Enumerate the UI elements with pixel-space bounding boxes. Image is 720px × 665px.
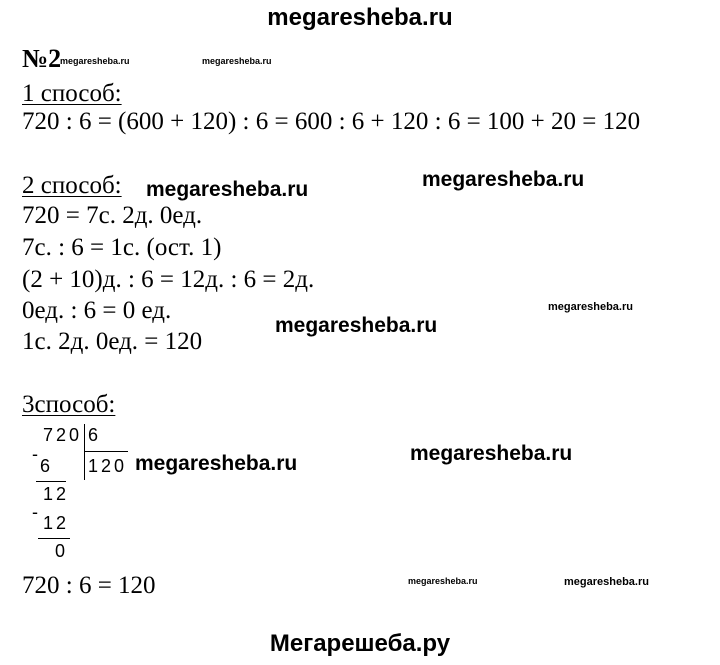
method2-line-2: 7с. : 6 = 1с. (ост. 1) xyxy=(22,234,222,261)
long-division-dividend: 720 xyxy=(43,425,83,445)
method2-title: 2 способ: xyxy=(22,172,122,199)
watermark-large-3: megaresheba.ru xyxy=(275,314,438,337)
watermark-large-4: megaresheba.ru xyxy=(135,452,298,475)
method2-line-3: (2 + 10)д. : 6 = 12д. : 6 = 2д. xyxy=(22,266,315,293)
long-division-remainder-1: 12 xyxy=(43,484,70,504)
method2-line-5: 1с. 2д. 0ед. = 120 xyxy=(22,328,203,355)
long-division-subtract-1: 6 xyxy=(40,456,54,476)
watermark-small-4: megaresheba.ru xyxy=(408,576,478,586)
long-division-line-2 xyxy=(38,538,70,539)
header-watermark: megaresheba.ru xyxy=(267,4,453,31)
watermark-small-1: megaresheba.ru xyxy=(60,56,130,66)
watermark-small-2: megaresheba.ru xyxy=(202,56,272,66)
long-division-final-remainder: 0 xyxy=(55,541,69,561)
problem-number: №2 xyxy=(22,44,62,73)
watermark-large-1: megaresheba.ru xyxy=(146,178,309,201)
method3-title: 3способ: xyxy=(22,391,116,418)
watermark-large-5: megaresheba.ru xyxy=(410,442,573,465)
method1-solution: 720 : 6 = (600 + 120) : 6 = 600 : 6 + 120 : 6 = 100 + 20 = 120 xyxy=(22,108,641,135)
watermark-small-3: megaresheba.ru xyxy=(548,301,633,313)
method2-line-4: 0ед. : 6 = 0 ед. xyxy=(22,297,172,324)
footer-watermark: Мегарешеба.ру xyxy=(269,630,451,657)
method3-result: 720 : 6 = 120 xyxy=(22,572,156,599)
long-division-vertical-bar xyxy=(84,424,85,480)
watermark-large-2: megaresheba.ru xyxy=(422,168,585,191)
long-division-minus-1: - xyxy=(32,444,41,464)
long-division-quotient-bar xyxy=(84,451,128,452)
method1-title: 1 способ: xyxy=(22,80,122,107)
long-division-minus-2: - xyxy=(32,502,41,522)
long-division-divisor: 6 xyxy=(88,425,102,445)
watermark-small-5: megaresheba.ru xyxy=(564,576,649,588)
long-division-line-1 xyxy=(36,481,66,482)
method2-line-1: 720 = 7с. 2д. 0ед. xyxy=(22,202,203,229)
long-division-subtract-2: 12 xyxy=(43,513,70,533)
long-division-quotient: 120 xyxy=(88,456,128,476)
